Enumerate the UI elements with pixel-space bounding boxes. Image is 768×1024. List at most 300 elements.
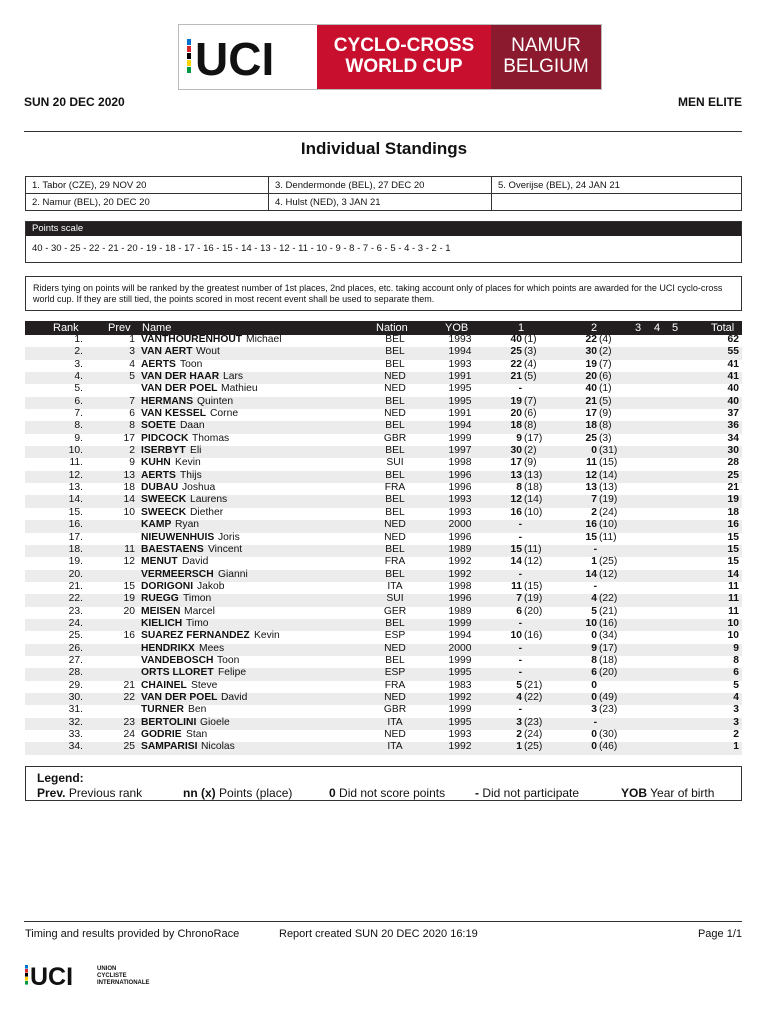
table-row — [25, 742, 742, 754]
yob-cell: 1991 — [448, 408, 472, 420]
race2-points: - — [593, 580, 597, 592]
total-points: 40 — [727, 395, 739, 407]
rank-cell: 26. — [68, 642, 83, 654]
rider-firstname: Timon — [183, 593, 212, 605]
race2-place: (6) — [599, 371, 612, 383]
race1-place: (2) — [524, 445, 537, 457]
yob-cell: 1995 — [448, 667, 472, 679]
legend-item: - Did not participate — [475, 786, 580, 800]
total-points: 15 — [727, 543, 739, 555]
prev-rank-cell: 3 — [129, 346, 135, 358]
rider-surname: VERMEERSCH — [141, 568, 214, 580]
race1-points: 1 — [516, 741, 522, 753]
rank-cell: 15. — [68, 506, 83, 518]
prev-rank-cell: 8 — [129, 420, 135, 432]
col-nation: Nation — [376, 322, 408, 334]
yob-cell: 1993 — [448, 729, 472, 740]
total-points: 55 — [727, 346, 739, 358]
race2-points: 18 — [585, 420, 597, 432]
prev-rank-cell: 23 — [123, 716, 135, 728]
rider-firstname: Stan — [186, 729, 208, 740]
nation-cell: ESP — [384, 630, 406, 642]
rank-cell: 24. — [68, 617, 83, 629]
race1-place: (13) — [524, 469, 543, 481]
nation-cell: SUI — [386, 593, 404, 605]
race2-place: (25) — [599, 556, 618, 568]
nation-cell: FRA — [384, 556, 406, 568]
rank-cell: 20. — [68, 568, 83, 580]
race2-place: (7) — [599, 358, 612, 370]
race2-points: - — [593, 716, 597, 728]
prev-rank-cell: 9 — [129, 457, 135, 469]
nation-cell: BEL — [385, 395, 405, 407]
total-points: 15 — [727, 556, 739, 568]
race2-points: 9 — [591, 642, 597, 654]
nation-cell: BEL — [385, 469, 405, 481]
race1-points: 21 — [510, 371, 522, 383]
rider-firstname: Marcel — [184, 605, 215, 617]
rank-cell: 6. — [74, 395, 83, 407]
standings-body — [25, 335, 742, 755]
yob-cell: 1997 — [448, 445, 472, 457]
race2-points: 11 — [586, 457, 597, 469]
nation-cell: BEL — [385, 358, 405, 370]
rider-surname: HENDRIKX — [141, 642, 195, 654]
yob-cell: 1989 — [448, 543, 472, 555]
race2-place: (34) — [599, 630, 618, 642]
race1-points: 13 — [510, 469, 522, 481]
total-points: 34 — [727, 432, 739, 444]
event-line1: CYCLO-CROSS — [333, 35, 475, 56]
rider-firstname: Laurens — [190, 494, 228, 506]
event-cell: 2. Namur (BEL), 20 DEC 20 — [26, 194, 269, 211]
race2-points: 17 — [585, 408, 597, 420]
rider-surname: ORTS LLORET — [141, 667, 214, 679]
rider-firstname: Ben — [188, 704, 207, 716]
rank-cell: 5. — [74, 383, 83, 395]
total-points: 19 — [727, 494, 739, 506]
race2-points: 16 — [585, 519, 597, 531]
nation-cell: BEL — [385, 420, 405, 432]
race2-points: 15 — [585, 531, 597, 543]
col-race-2: 2 — [591, 322, 598, 334]
total-points: 1 — [733, 741, 739, 753]
race1-points: 17 — [510, 457, 522, 469]
rank-cell: 30. — [68, 691, 83, 703]
race2-place: (9) — [599, 408, 612, 420]
race1-points: 3 — [516, 716, 522, 728]
rider-firstname: Joshua — [182, 482, 216, 494]
yob-cell: 2000 — [448, 642, 472, 654]
total-points: 25 — [727, 469, 739, 481]
col-rank: Rank — [53, 322, 79, 334]
rider-firstname: Toon — [217, 654, 240, 666]
total-points: 21 — [727, 482, 739, 494]
col-yob: YOB — [445, 322, 469, 334]
rider-firstname: Eli — [190, 445, 202, 457]
yob-cell: 1996 — [448, 469, 472, 481]
rank-cell: 7. — [74, 408, 83, 420]
yob-cell: 1995 — [448, 716, 472, 728]
total-points: 4 — [733, 691, 739, 703]
race1-place: (5) — [524, 371, 537, 383]
rider-surname: MEISEN — [141, 605, 181, 617]
race2-points: 22 — [585, 334, 597, 345]
total-points: 15 — [727, 531, 739, 543]
events-row — [26, 194, 742, 211]
yob-cell: 1983 — [448, 679, 472, 691]
rider-firstname: Vincent — [208, 543, 243, 555]
race2-points: 6 — [591, 667, 597, 679]
rider-surname: NIEUWENHUIS — [141, 531, 215, 543]
rank-cell: 2. — [74, 346, 83, 358]
yob-cell: 1993 — [448, 506, 472, 518]
race1-points: 10 — [510, 630, 522, 642]
rider-surname: BAESTAENS — [141, 543, 204, 555]
race-category: MEN ELITE — [677, 95, 742, 109]
rider-firstname: Quinten — [197, 395, 234, 407]
nation-cell: BEL — [385, 346, 405, 358]
rider-surname: MENUT — [141, 556, 178, 568]
rider-surname: GODRIE — [141, 729, 182, 740]
race1-place: (21) — [524, 679, 543, 691]
rider-surname: VANTHOURENHOUT — [141, 334, 243, 345]
prev-rank-cell: 5 — [129, 371, 135, 383]
race2-points: 0 — [591, 445, 597, 457]
race1-place: (23) — [524, 716, 543, 728]
event-banner — [178, 24, 602, 90]
nation-cell: ESP — [384, 667, 406, 679]
yob-cell: 1999 — [448, 432, 472, 444]
race2-place: (46) — [599, 741, 618, 753]
total-points: 6 — [733, 667, 739, 679]
rider-surname: VAN DER HAAR — [141, 371, 220, 383]
rider-surname: KAMP — [141, 519, 172, 531]
rider-surname: CHAINEL — [141, 679, 187, 691]
yob-cell: 1993 — [448, 358, 472, 370]
race2-place: (14) — [599, 469, 618, 481]
rider-surname: VAN DER POEL — [141, 691, 218, 703]
rider-surname: SOETE — [141, 420, 176, 432]
prev-rank-cell: 1 — [129, 334, 135, 345]
race2-points: 40 — [585, 383, 597, 395]
city-line1: NAMUR — [511, 35, 581, 56]
rider-surname: VAN AERT — [141, 346, 193, 358]
race1-place: (8) — [524, 420, 537, 432]
race1-points: 19 — [510, 395, 522, 407]
col-name: Name — [142, 322, 172, 334]
timing-provider: Timing and results provided by ChronoRace — [25, 928, 240, 940]
rider-surname: DUBAU — [141, 482, 179, 494]
events-table — [25, 176, 742, 211]
prev-rank-cell: 11 — [124, 543, 135, 555]
race2-place: (10) — [599, 519, 618, 531]
total-points: 41 — [727, 371, 739, 383]
rider-surname: KUHN — [141, 457, 171, 469]
yob-cell: 1992 — [448, 568, 472, 580]
rank-cell: 21. — [68, 580, 83, 592]
rank-cell: 3. — [74, 358, 83, 370]
rider-firstname: Toon — [180, 358, 203, 370]
event-location — [491, 25, 601, 89]
rider-surname: VAN KESSEL — [141, 408, 207, 420]
total-points: 40 — [727, 383, 739, 395]
nation-cell: GER — [383, 605, 407, 617]
race1-points: - — [518, 568, 522, 580]
nation-cell: BEL — [385, 568, 405, 580]
yob-cell: 1993 — [448, 494, 472, 506]
rider-firstname: Nicolas — [201, 741, 235, 753]
legend — [25, 766, 742, 801]
race2-place: (16) — [599, 617, 618, 629]
race2-points: - — [593, 543, 597, 555]
prev-rank-cell: 21 — [123, 679, 135, 691]
uci-org-line3: INTERNATIONALE — [97, 980, 150, 986]
rider-surname: PIDCOCK — [141, 432, 189, 444]
yob-cell: 1995 — [448, 383, 472, 395]
nation-cell: BEL — [385, 654, 405, 666]
yob-cell: 1993 — [448, 334, 472, 345]
rider-firstname: Jakob — [197, 580, 225, 592]
race1-place: (11) — [524, 543, 542, 555]
race1-place: (15) — [524, 580, 543, 592]
uci-org-line1: UNION — [97, 966, 117, 972]
prev-rank-cell: 24 — [123, 729, 135, 740]
prev-rank-cell: 7 — [129, 395, 135, 407]
yob-cell: 1991 — [448, 371, 472, 383]
prev-rank-cell: 16 — [123, 630, 135, 642]
race2-place: (19) — [599, 494, 618, 506]
prev-rank-cell: 2 — [129, 445, 135, 457]
rider-firstname: Gioele — [200, 716, 230, 728]
nation-cell: NED — [384, 729, 406, 740]
total-points: 11 — [728, 580, 739, 592]
race1-place: (9) — [524, 457, 537, 469]
race1-points: - — [518, 704, 522, 716]
race1-points: 14 — [510, 556, 522, 568]
prev-rank-cell: 13 — [123, 469, 135, 481]
rank-cell: 1. — [74, 334, 83, 345]
legend-item: 0 Did not score points — [329, 786, 446, 800]
rank-cell: 33. — [68, 729, 83, 740]
uci-footer-logo-text: UCI — [30, 963, 74, 988]
col-prev: Prev — [108, 322, 131, 334]
total-points: 2 — [733, 729, 739, 740]
header-divider — [24, 131, 742, 132]
rider-surname: HERMANS — [141, 395, 194, 407]
race1-points: - — [518, 642, 522, 654]
race2-points: 7 — [591, 494, 597, 506]
race2-points: 13 — [585, 482, 597, 494]
rider-firstname: Wout — [196, 346, 220, 358]
race1-place: (18) — [524, 482, 543, 494]
race1-place: (6) — [524, 408, 537, 420]
race1-place: (20) — [524, 605, 543, 617]
rider-surname: BERTOLINI — [141, 716, 197, 728]
col-race-3: 3 — [635, 322, 642, 334]
yob-cell: 1999 — [448, 704, 472, 716]
rank-cell: 4. — [74, 371, 83, 383]
total-points: 9 — [733, 642, 739, 654]
nation-cell: ITA — [387, 741, 403, 753]
rider-firstname: Corne — [210, 408, 239, 420]
rider-firstname: Thijs — [180, 469, 202, 481]
race1-points: 16 — [510, 506, 522, 518]
yob-cell: 1995 — [448, 395, 472, 407]
event-name — [317, 25, 491, 89]
points-scale-values: 40 - 30 - 25 - 22 - 21 - 20 - 19 - 18 - 17 - 16 - 15 - 14 - 13 - 12 - 11 - 10 - 9 - 8 - 7 - 6 - 5 - 4 - 3 - 2 - 1 — [32, 243, 451, 254]
col-race-5: 5 — [672, 322, 679, 334]
race2-place: (4) — [599, 334, 612, 345]
race1-points: 8 — [516, 482, 522, 494]
total-points: 10 — [727, 617, 739, 629]
rank-cell: 28. — [68, 667, 83, 679]
nation-cell: BEL — [385, 506, 405, 518]
events-row — [26, 177, 742, 194]
nation-cell: BEL — [385, 334, 405, 345]
race2-place: (1) — [599, 383, 612, 395]
race2-points: 21 — [585, 395, 597, 407]
nation-cell: ITA — [387, 580, 403, 592]
total-points: 36 — [727, 420, 739, 432]
race1-points: 11 — [511, 580, 522, 592]
race2-place: (23) — [599, 704, 618, 716]
prev-rank-cell: 17 — [123, 432, 135, 444]
total-points: 3 — [733, 716, 739, 728]
rider-firstname: Mathieu — [221, 383, 258, 395]
yob-cell: 2000 — [448, 519, 472, 531]
race2-place: (8) — [599, 420, 612, 432]
race2-points: 5 — [591, 605, 597, 617]
rider-firstname: Timo — [186, 617, 209, 629]
race1-points: 6 — [516, 605, 522, 617]
total-points: 28 — [727, 457, 739, 469]
rider-surname: SWEECK — [141, 506, 187, 518]
nation-cell: NED — [384, 519, 406, 531]
nation-cell: BEL — [385, 494, 405, 506]
standings-header — [25, 321, 742, 335]
race2-place: (3) — [599, 432, 612, 444]
rank-cell: 11. — [69, 457, 83, 469]
race1-points: - — [518, 383, 522, 395]
legend-item: YOB Year of birth — [621, 786, 715, 800]
rank-cell: 17. — [68, 531, 83, 543]
nation-cell: SUI — [386, 457, 404, 469]
legend-title: Legend: — [37, 771, 84, 785]
uci-logo-text: UCI — [195, 33, 275, 85]
event-cell: 4. Hulst (NED), 3 JAN 21 — [269, 194, 492, 211]
report-timestamp: Report created SUN 20 DEC 2020 16:19 — [279, 928, 478, 940]
col-race-1: 1 — [518, 322, 525, 334]
race2-points: 3 — [591, 704, 597, 716]
rider-surname: DORIGONI — [141, 580, 194, 592]
rider-surname: SAMPARISI — [141, 741, 198, 753]
race1-points: 7 — [516, 593, 522, 605]
nation-cell: ITA — [387, 716, 403, 728]
race2-place: (30) — [599, 729, 618, 740]
tie-break-rules: Riders tying on points will be ranked by the greatest number of 1st places, 2nd places, etc. taking account only of places for which points are awarded for the UCI cyclo-cross world cup. If they are still tied, the points scored in most recent event shall be used to separate them. — [25, 276, 742, 311]
event-cell: 3. Dendermonde (BEL), 27 DEC 20 — [269, 177, 492, 194]
uci-org-line2: CYCLISTE — [97, 973, 127, 979]
race2-place: (2) — [599, 346, 612, 358]
race1-points: 15 — [510, 543, 522, 555]
race1-points: - — [518, 519, 522, 531]
prev-rank-cell: 20 — [123, 605, 135, 617]
prev-rank-cell: 19 — [123, 593, 135, 605]
rider-firstname: Lars — [223, 371, 244, 383]
uci-logo — [179, 25, 317, 89]
rank-cell: 14. — [68, 494, 83, 506]
race1-place: (25) — [524, 741, 543, 753]
race1-points: 5 — [516, 679, 522, 691]
race1-points: - — [518, 531, 522, 543]
race1-place: (16) — [524, 630, 543, 642]
rank-cell: 29. — [68, 679, 83, 691]
rider-firstname: Thomas — [192, 432, 230, 444]
race2-points: 1 — [591, 556, 597, 568]
event-cell — [492, 194, 742, 211]
rider-surname: AERTS — [141, 469, 176, 481]
footer-divider — [24, 921, 742, 922]
rank-cell: 22. — [68, 593, 83, 605]
race2-place: (21) — [599, 605, 618, 617]
race1-points: - — [518, 667, 522, 679]
rider-firstname: David — [182, 556, 209, 568]
prev-rank-cell: 14 — [123, 494, 135, 506]
nation-cell: NED — [384, 408, 406, 420]
race2-points: 20 — [585, 371, 597, 383]
race1-place: (10) — [524, 506, 543, 518]
event-date: SUN 20 DEC 2020 — [24, 95, 125, 109]
race2-place: (20) — [599, 667, 618, 679]
yob-cell: 1996 — [448, 482, 472, 494]
nation-cell: GBR — [383, 704, 407, 716]
rider-firstname: Michael — [246, 334, 282, 345]
rider-surname: RUEGG — [141, 593, 179, 605]
prev-rank-cell: 10 — [123, 506, 135, 518]
event-line2: WORLD CUP — [345, 56, 463, 77]
nation-cell: NED — [384, 531, 406, 543]
race1-place: (3) — [524, 346, 537, 358]
nation-cell: FRA — [384, 482, 406, 494]
total-points: 14 — [727, 568, 739, 580]
race1-points: 4 — [516, 691, 522, 703]
nation-cell: GBR — [383, 432, 407, 444]
race2-points: 19 — [585, 358, 597, 370]
yob-cell: 1996 — [448, 531, 472, 543]
rank-cell: 31. — [68, 704, 83, 716]
race2-points: 30 — [585, 346, 597, 358]
race2-points: 0 — [591, 630, 597, 642]
race2-points: 8 — [591, 654, 597, 666]
yob-cell: 1998 — [448, 580, 472, 592]
yob-cell: 1994 — [448, 420, 472, 432]
col-race-4: 4 — [654, 322, 661, 334]
race1-points: 40 — [510, 334, 522, 345]
race1-points: 22 — [510, 358, 522, 370]
race2-points: 14 — [585, 568, 597, 580]
race1-points: 18 — [510, 420, 522, 432]
rank-cell: 23. — [68, 605, 83, 617]
col-total: Total — [711, 322, 735, 334]
rider-surname: SUAREZ FERNANDEZ — [141, 630, 250, 642]
rank-cell: 27. — [68, 654, 83, 666]
prev-rank-cell: 25 — [123, 741, 135, 753]
yob-cell: 1994 — [448, 346, 472, 358]
rank-cell: 13. — [68, 482, 83, 494]
nation-cell: FRA — [384, 679, 406, 691]
rider-firstname: Felipe — [218, 667, 247, 679]
